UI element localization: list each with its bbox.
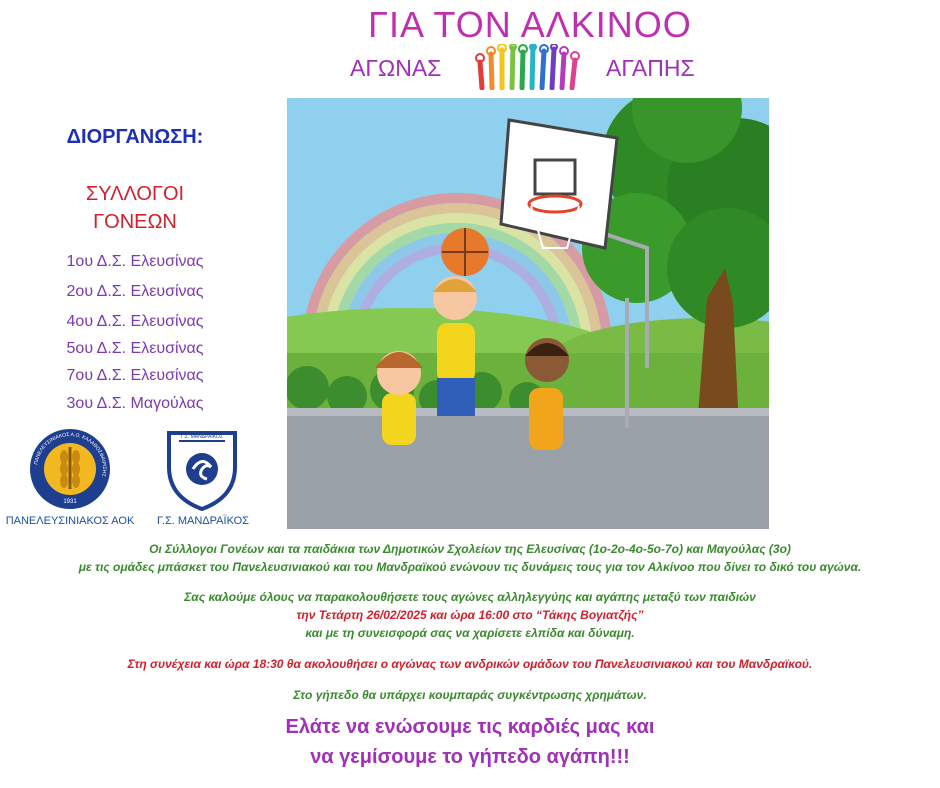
school-item: 3ου Δ.Σ. Μαγούλας — [66, 395, 204, 412]
invitation-line-3: και με τη συνεισφορά σας να χαρίσετε ελπίδα και δύναμη. — [305, 626, 635, 640]
parents-associations-line2: ΓΟΝΕΩΝ — [93, 211, 177, 233]
event-date-line: την Τετάρτη 26/02/2025 και ώρα 16:00 στο “Τάκης Βογιατζής” — [296, 608, 644, 622]
school-item: 2ου Δ.Σ. Ελευσίνας — [66, 283, 204, 300]
mandraikos-logo — [165, 427, 239, 511]
poster-subtitle-right: ΑΓΑΠΗΣ — [606, 55, 695, 81]
mandraikos-logo-text: Γ.Σ. ΜΑΝΔΡΑΪΚΟΣ — [181, 434, 223, 440]
intro-line-2: με τις ομάδες μπάσκετ του Πανελευσινιακού και του Μανδραϊκού ενώνουν τις δυνάμεις τους για τον Αλκίνοο που δίνει το δικό του αγώνα. — [78, 560, 862, 574]
basketball-kids-illustration — [287, 98, 769, 529]
parents-associations-title — [0, 180, 270, 236]
school-item: 1ου Δ.Σ. Ελευσίνας — [66, 253, 204, 270]
panelefsiniakos-logo-ring-text: ΠΑΝΕΛΕΥΣΙΝΙΑΚΟΣ Α.Ο. ΚΑΛΑΘΟΣΦΑΙΡΙΣΗΣ — [33, 431, 108, 478]
poster-subtitle-left: ΑΓΩΝΑΣ — [350, 55, 442, 81]
panelefsiniakos-logo-year: 1931 — [63, 499, 77, 505]
raised-hands-icon — [474, 44, 584, 90]
poster-title: ΓΙΑ ΤΟΝ ΑΛΚΙΝΟΟ — [368, 4, 692, 45]
school-item: 4ου Δ.Σ. Ελευσίνας — [66, 313, 204, 330]
closing-line-2: να γεμίσουμε το γήπεδο αγάπη!!! — [310, 746, 630, 768]
panelefsiniakos-caption: ΠΑΝΕΛΕΥΣΙΝΙΑΚΟΣ ΑΟΚ — [5, 515, 135, 527]
school-item: 7ου Δ.Σ. Ελευσίνας — [66, 367, 204, 384]
intro-line-1: Οι Σύλλογοι Γονέων και τα παιδάκια των Δημοτικών Σχολείων της Ελευσίνας (1ο-2ο-4ο-5ο-7ο) και Μαγούλας (3ο) — [149, 542, 791, 556]
school-item: 5ου Δ.Σ. Ελευσίνας — [66, 340, 204, 357]
parents-associations-line1: ΣΥΛΛΟΓΟΙ — [85, 183, 185, 205]
organizers-heading: ΔΙΟΡΓΑΝΩΣΗ: — [66, 126, 204, 148]
panelefsiniakos-logo — [28, 427, 112, 511]
closing-line-1: Ελάτε να ενώσουμε τις καρδιές μας και — [285, 716, 655, 738]
mens-game-line: Στη συνέχεια και ώρα 18:30 θα ακολουθήσει ο αγώνας των ανδρικών ομάδων του Πανελευσινιακού και του Μανδραϊκού. — [127, 657, 813, 671]
invitation-line-1: Σας καλούμε όλους να παρακολουθήσετε τους αγώνες αλληλεγγύης και αγάπης μεταξύ των παιδιών — [184, 590, 756, 604]
mandraikos-caption: Γ.Σ. ΜΑΝΔΡΑΪΚΟΣ — [157, 515, 249, 527]
donation-box-line: Στο γήπεδο θα υπάρχει κουμπαράς συγκέντρωσης χρημάτων. — [293, 688, 647, 702]
